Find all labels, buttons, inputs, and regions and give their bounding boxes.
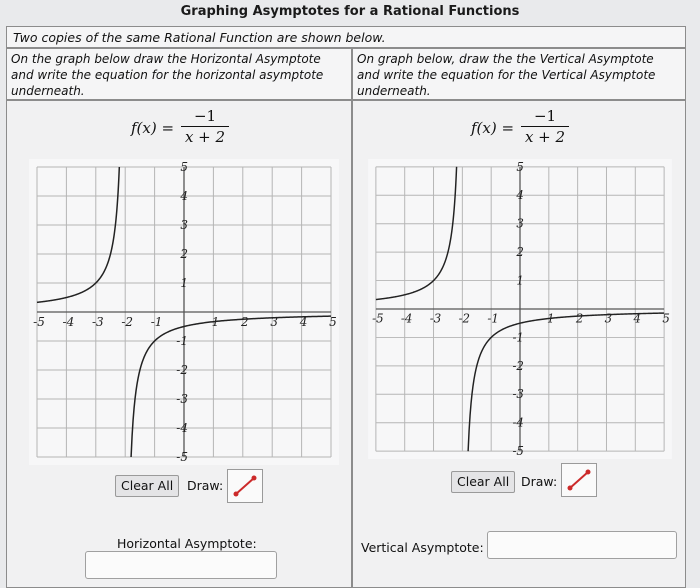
y-tick-label: -5 [512, 444, 524, 459]
y-tick-label: -3 [176, 392, 188, 406]
y-tick-label: 5 [180, 160, 188, 174]
right-formula-denominator: x + 2 [524, 128, 566, 146]
x-tick-label: -5 [33, 315, 45, 329]
page-title: Graphing Asymptotes for a Rational Functions [180, 4, 520, 19]
left-formula-fraction [181, 107, 229, 146]
x-tick-label: -4 [62, 315, 75, 329]
right-formula-lhs: f(x) = [471, 119, 515, 137]
x-tick-label: 4 [633, 311, 641, 326]
x-tick-label: 2 [575, 311, 584, 326]
right-formula-numerator: −1 [533, 107, 557, 125]
x-tick-label: 4 [299, 315, 308, 329]
right-panel [352, 100, 686, 588]
y-tick-label: 3 [516, 216, 524, 231]
left-instruction-line: and write the equation for the horizontal asymptote [11, 68, 324, 82]
y-tick-label: 2 [516, 245, 524, 260]
intro-text: Two copies of the same Rational Function are shown below. [6, 26, 686, 48]
x-tick-label: 3 [270, 315, 279, 329]
x-tick-label: -4 [400, 311, 413, 326]
left-formula-denominator: x + 2 [184, 128, 226, 146]
x-tick-label: -1 [150, 315, 163, 329]
right-instruction-line: and write the equation for the Vertical Asymptote [357, 68, 656, 82]
x-tick-label: 5 [329, 315, 337, 329]
horizontal-asymptote-label: Horizontal Asymptote: [117, 536, 257, 551]
vertical-asymptote-label: Vertical Asymptote: [361, 540, 484, 555]
line-segment-tool-icon [228, 470, 262, 502]
x-tick-label: -2 [121, 315, 134, 329]
y-tick-label: 3 [180, 218, 188, 232]
right-graph-canvas[interactable] [367, 159, 673, 459]
fraction-bar [181, 126, 229, 127]
line-segment-tool-icon [562, 464, 596, 496]
left-formula-lhs: f(x) = [131, 119, 175, 137]
y-tick-label: -4 [176, 421, 188, 435]
right-line-tool-button[interactable] [561, 463, 597, 497]
right-instructions [352, 48, 686, 100]
y-tick-label: -5 [176, 450, 188, 464]
x-tick-label: 5 [662, 311, 670, 326]
y-tick-label: -2 [512, 358, 524, 373]
vertical-asymptote-input[interactable] [487, 531, 677, 559]
x-tick-label: -3 [91, 315, 104, 329]
left-line-tool-button[interactable] [227, 469, 263, 503]
x-tick-label: -3 [429, 311, 442, 326]
y-tick-label: 2 [180, 247, 188, 261]
y-tick-label: -1 [512, 330, 524, 345]
x-tick-label: 2 [240, 315, 249, 329]
horizontal-asymptote-input[interactable] [85, 551, 277, 579]
right-draw-label: Draw: [521, 474, 558, 489]
y-tick-label: 5 [516, 159, 524, 174]
left-formula-numerator: −1 [193, 107, 217, 125]
left-graph-canvas[interactable] [29, 159, 339, 465]
y-tick-label: -3 [512, 387, 524, 402]
x-tick-label: 3 [604, 311, 613, 326]
left-panel [6, 100, 352, 588]
right-formula-fraction [521, 107, 569, 146]
left-instructions [6, 48, 352, 100]
right-instruction-line: underneath. [357, 84, 431, 98]
y-tick-label: 4 [516, 188, 524, 203]
x-tick-label: -1 [487, 311, 499, 326]
x-tick-label: 1 [211, 315, 220, 329]
y-tick-label: 1 [180, 276, 188, 290]
left-instruction-line: On the graph below draw the Horizontal Asymptote [11, 52, 321, 66]
y-tick-label: -4 [512, 415, 524, 430]
left-draw-label: Draw: [187, 478, 224, 493]
left-clear-all-button[interactable]: Clear All [115, 475, 179, 497]
y-tick-label: 4 [180, 189, 188, 203]
x-tick-label: -2 [458, 311, 471, 326]
right-clear-all-button[interactable]: Clear All [451, 471, 515, 493]
fraction-bar [521, 126, 569, 127]
x-tick-label: 1 [547, 311, 555, 326]
left-instruction-line: underneath. [11, 84, 85, 98]
y-tick-label: -2 [176, 363, 188, 377]
y-tick-label: -1 [176, 334, 188, 348]
right-instruction-line: On graph below, draw the the Vertical Asymptote [357, 52, 654, 66]
y-tick-label: 1 [516, 273, 524, 288]
x-tick-label: -5 [372, 311, 384, 326]
